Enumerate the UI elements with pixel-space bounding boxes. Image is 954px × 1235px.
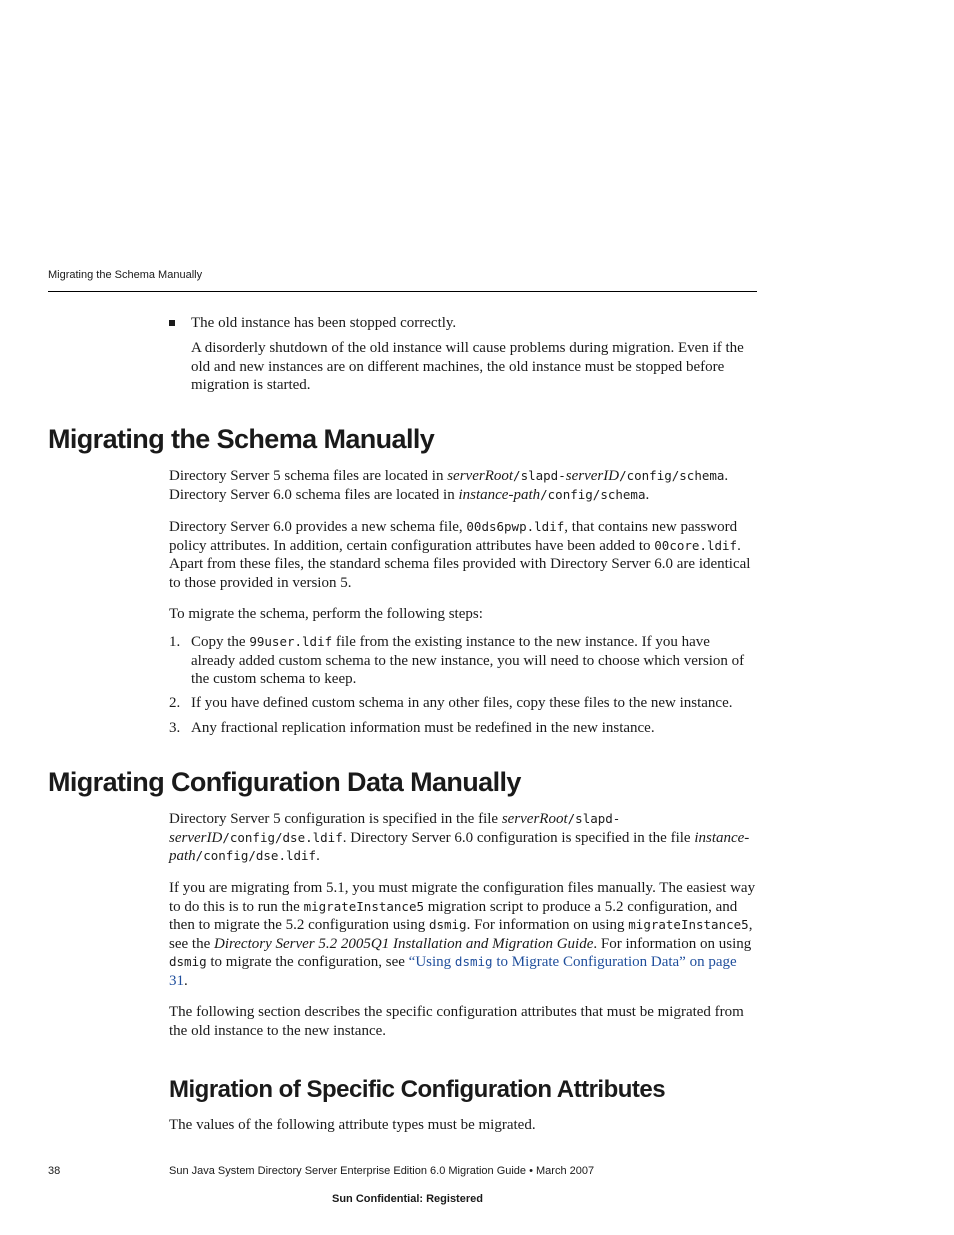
page-number: 38 — [48, 1165, 61, 1177]
running-header: Migrating the Schema Manually — [48, 269, 203, 281]
schema-paragraph-2: Directory Server 6.0 provides a new schema file, 00ds6pwp.ldif, that contains new password policy attributes. In addition, certain configuration attributes have been added to 00core.ldif. Apart from these files, the standard schema files provided with Directory Server 6.0 are identical to those provided in version 5. — [169, 519, 751, 591]
schema-paragraph-1: Directory Server 5 schema files are located in serverRoot/slapd-serverID/config/schema. Directory Server 6.0 schema files are located in instance-path/config/schema. — [169, 468, 729, 503]
config-paragraph-1: Directory Server 5 configuration is specified in the file serverRoot/slapd-serverID/config/dse.ldif. Directory Server 6.0 configuration is specified in the file instance-path/config/dse.ldif. — [169, 811, 750, 864]
config-paragraph-2: If you are migrating from 5.1, you must migrate the configuration files manually. The easiest way to do this is to run the migrateInstance5 migration script to produce a 5.2 configuration, and then to migrate the 5.2 configuration using dsmig. For information on using migrateInstance5, see the Directory Server 5.2 2005Q1 Installation and Migration Guide. For information on using dsmig to migrate the configuration, see “Using dsmig to Migrate Configuration Data” on page 31. — [169, 880, 756, 989]
config-paragraph-4: The values of the following attribute types must be migrated. — [169, 1117, 536, 1133]
cross-reference-link[interactable]: “Using dsmig to Migrate Configuration Data” on page 31 — [169, 954, 737, 989]
step-item: Copy the 99user.ldif file from the existing instance to the new instance. If you have already added custom schema to the new instance, you will need to choose which version of the custom schema to keep. — [191, 634, 745, 687]
header-rule — [48, 291, 757, 292]
bullet-marker — [169, 320, 175, 326]
section-heading-schema: Migrating the Schema Manually — [48, 424, 435, 454]
section-heading-config: Migrating Configuration Data Manually — [48, 767, 521, 797]
book-title: Sun Java System Directory Server Enterprise Edition 6.0 Migration Guide • March 2007 — [169, 1165, 595, 1177]
subsection-heading: Migration of Specific Configuration Attributes — [169, 1076, 666, 1103]
step-number: 1. — [169, 634, 181, 650]
step-item: If you have defined custom schema in any other files, copy these files to the new instance. — [191, 695, 733, 711]
confidential-notice: Sun Confidential: Registered — [332, 1193, 483, 1205]
schema-paragraph-3: To migrate the schema, perform the following steps: — [169, 606, 483, 622]
bullet-item: The old instance has been stopped correctly. — [191, 315, 457, 331]
step-number: 2. — [169, 695, 181, 711]
bullet-detail: A disorderly shutdown of the old instance will cause problems during migration. Even if the old and new instances are on different machines, the old instance must be stopped before migration is started. — [191, 340, 744, 393]
config-paragraph-3: The following section describes the specific configuration attributes that must be migrated from the old instance to the new instance. — [169, 1004, 744, 1039]
step-item: Any fractional replication information must be redefined in the new instance. — [191, 720, 655, 736]
step-number: 3. — [169, 720, 181, 736]
